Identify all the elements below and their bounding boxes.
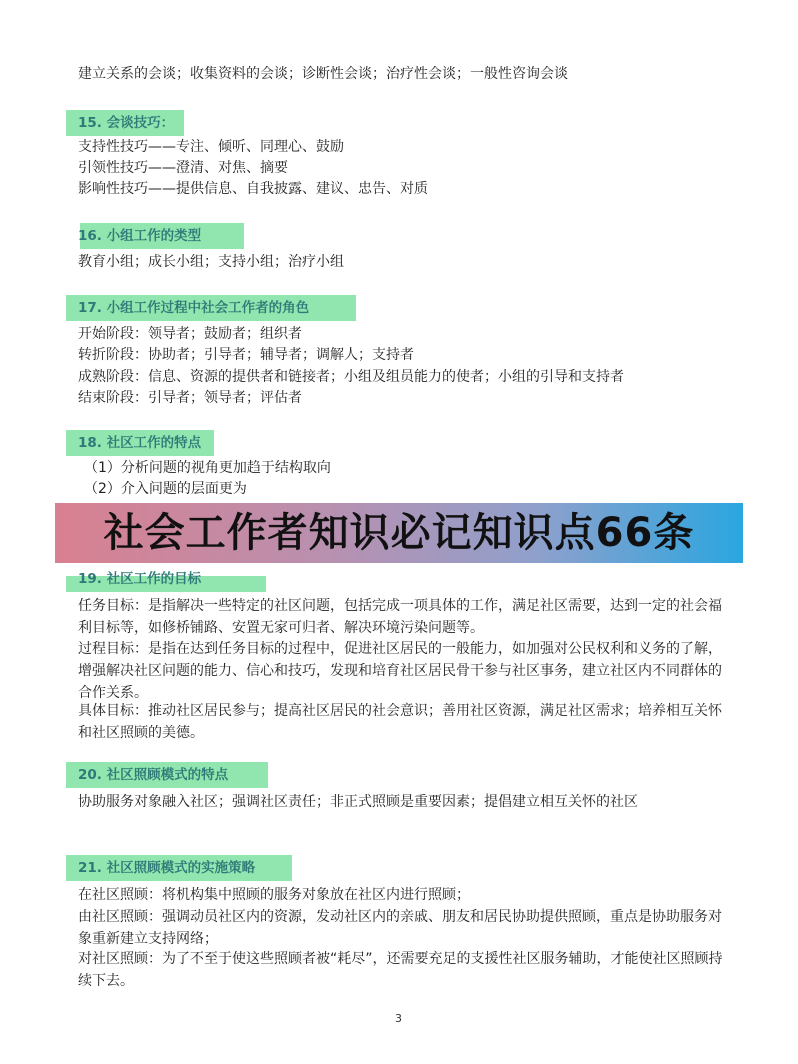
- heading-21-text: 21. 社区照顾模式的实施策略: [78, 860, 256, 876]
- text-19-c: 具体目标：推动社区居民参与；提高社区居民的社会意识；善用社区资源，满足社区需求；培养相互关怀和社区照顾的美德。: [78, 703, 722, 741]
- title-banner: 社会工作者知识必记知识点66条: [103, 510, 695, 556]
- heading-16-text: 16. 小组工作的类型: [78, 228, 202, 244]
- heading-17: [66, 295, 356, 321]
- heading-19-text: 19. 社区工作的目标: [78, 571, 202, 587]
- text-15-c: 影响性技巧——提供信息、自我披露、建议、忠告、对质: [78, 181, 428, 197]
- heading-15-text: 15. 会谈技巧：: [78, 115, 175, 131]
- text-17-b: 转折阶段：协助者；引导者；辅导者；调解人；支持者: [78, 347, 414, 363]
- page-number: 3: [395, 1012, 402, 1025]
- text-20: 协助服务对象融入社区；强调社区责任；非正式照顾是重要因素；提倡建立相互关怀的社区: [78, 794, 638, 810]
- text-17-c: 成熟阶段：信息、资源的提供者和链接者；小组及组员能力的使者；小组的引导和支持者: [78, 369, 624, 385]
- text-17-d: 结束阶段：引导者；领导者；评估者: [78, 390, 302, 406]
- text-18-b: （2）介入问题的层面更为: [84, 481, 247, 497]
- heading-20: [66, 762, 268, 788]
- heading-15: [66, 110, 184, 136]
- text-21-b: 由社区照顾：强调动员社区内的资源，发动社区内的亲戚、朋友和居民协助提供照顾，重点是协助服务对象重新建立支持网络；: [78, 909, 722, 947]
- heading-17-text: 17. 小组工作过程中社会工作者的角色: [78, 300, 310, 316]
- paragraph-interview-types: 建立关系的会谈；收集资料的会谈；诊断性会谈；治疗性会谈；一般性咨询会谈: [78, 66, 568, 82]
- text-21-c: 对社区照顾：为了不至于使这些照顾者被“耗尽”，还需要充足的支援性社区服务辅助，才能使社区照顾持续下去。: [78, 951, 723, 989]
- heading-20-text: 20. 社区照顾模式的特点: [78, 767, 229, 783]
- text-19-a: 任务目标：是指解决一些特定的社区问题，包括完成一项具体的工作，满足社区需要，达到一定的社会福利目标等，如修桥铺路、安置无家可归者、解决环境污染问题等。: [78, 598, 722, 636]
- text-15-b: 引领性技巧——澄清、对焦、摘要: [78, 160, 288, 176]
- heading-16: [66, 223, 244, 249]
- text-21-a: 在社区照顾：将机构集中照顾的服务对象放在社区内进行照顾；: [78, 887, 470, 903]
- text-16: 教育小组；成长小组；支持小组；治疗小组: [78, 254, 344, 270]
- heading-21: [66, 855, 292, 881]
- text-18-a: （1）分析问题的视角更加趋于结构取向: [84, 460, 331, 476]
- heading-19: [66, 566, 266, 592]
- heading-18-text: 18. 社区工作的特点: [78, 435, 202, 451]
- text-17-a: 开始阶段：领导者；鼓励者；组织者: [78, 326, 302, 342]
- text-15-a: 支持性技巧——专注、倾听、同理心、鼓励: [78, 139, 344, 155]
- text-19-b: 过程目标：是指在达到任务目标的过程中，促进社区居民的一般能力，如加强对公民权利和义务的了解，增强解决社区问题的能力、信心和技巧，发现和培育社区居民骨干参与社区事务，建立社区内不同群体的合作关系。: [78, 641, 722, 701]
- heading-18: [66, 430, 214, 456]
